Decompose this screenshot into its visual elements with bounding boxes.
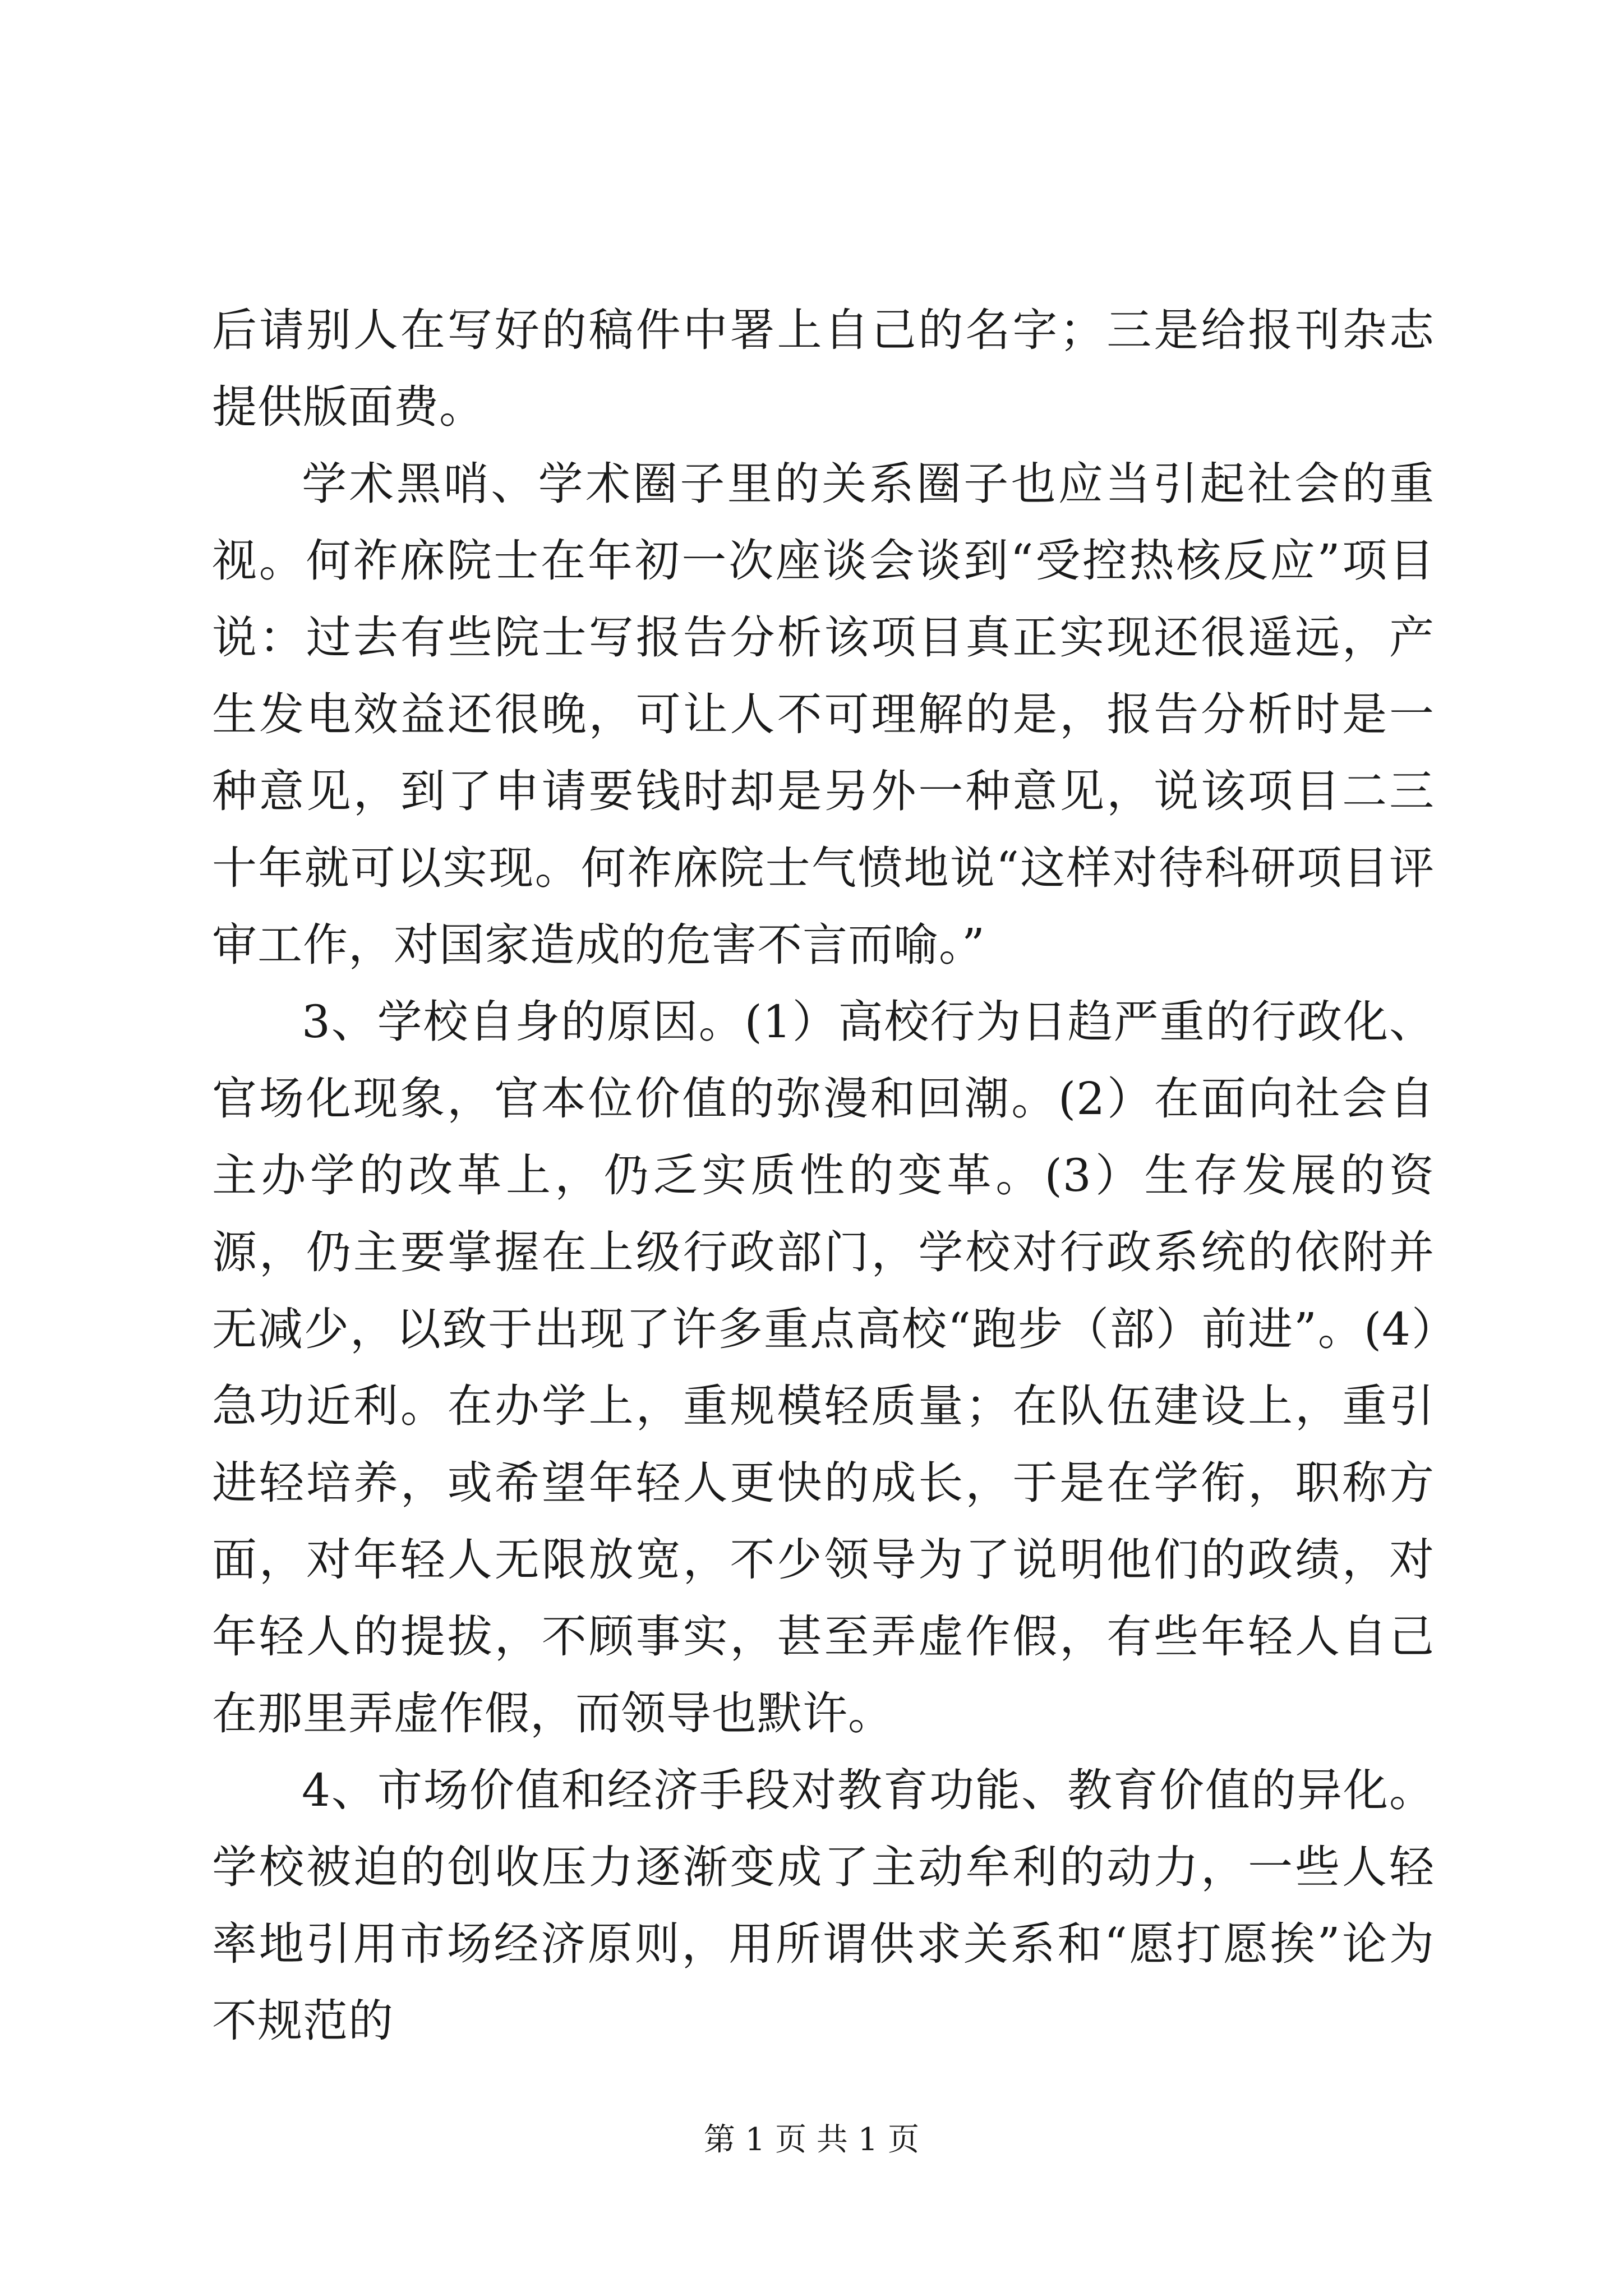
paragraph-3: 3、学校自身的原因。(1）高校行为日趋严重的行政化、官场化现象，官本位价值的弥漫和回潮。(2）在面向社会自主办学的改革上，仍乏实质性的变革。(3）生存发展的资源，仍主要掌握在上级行政部门，学校对行政系统的依附并无减少，以致于出现了许多重点高校“跑步（部）前进”。(4）急功近利。在办学上，重规模轻质量；在队伍建设上，重引进轻培养，或希望年轻人更快的成长，于是在学衔，职称方面，对年轻人无限放宽，不少领导为了说明他们的政绩，对年轻人的提拔，不顾事实，甚至弄虚作假，有些年轻人自己在那里弄虚作假，而领导也默许。 [212, 996, 1435, 1740]
page-number-footer: 第 1 页 共 1 页 [703, 2122, 920, 2158]
paragraph-1: 后请别人在写好的稿件中署上自己的名字；三是给报刊杂志提供版面费。 [212, 304, 1435, 433]
paragraph-4: 4、市场价值和经济手段对教育功能、教育价值的异化。学校被迫的创收压力逐渐变成了主动牟利的动力，一些人轻率地引用市场经济原则，用所谓供求关系和“愿打愿挨”论为不规范的 [212, 1764, 1435, 2047]
paragraph-2: 学术黑哨、学术圈子里的关系圈子也应当引起社会的重视。何祚庥院士在年初一次座谈会谈到“受控热核反应”项目说：过去有些院士写报告分析该项目真正实现还很遥远，产生发电效益还很晚，可让人不可理解的是，报告分析时是一种意见，到了申请要钱时却是另外一种意见，说该项目二三十年就可以实现。何祚庥院士气愤地说“这样对待科研项目评审工作，对国家造成的危害不言而喻。” [212, 458, 1435, 971]
document-body [212, 292, 1435, 2059]
